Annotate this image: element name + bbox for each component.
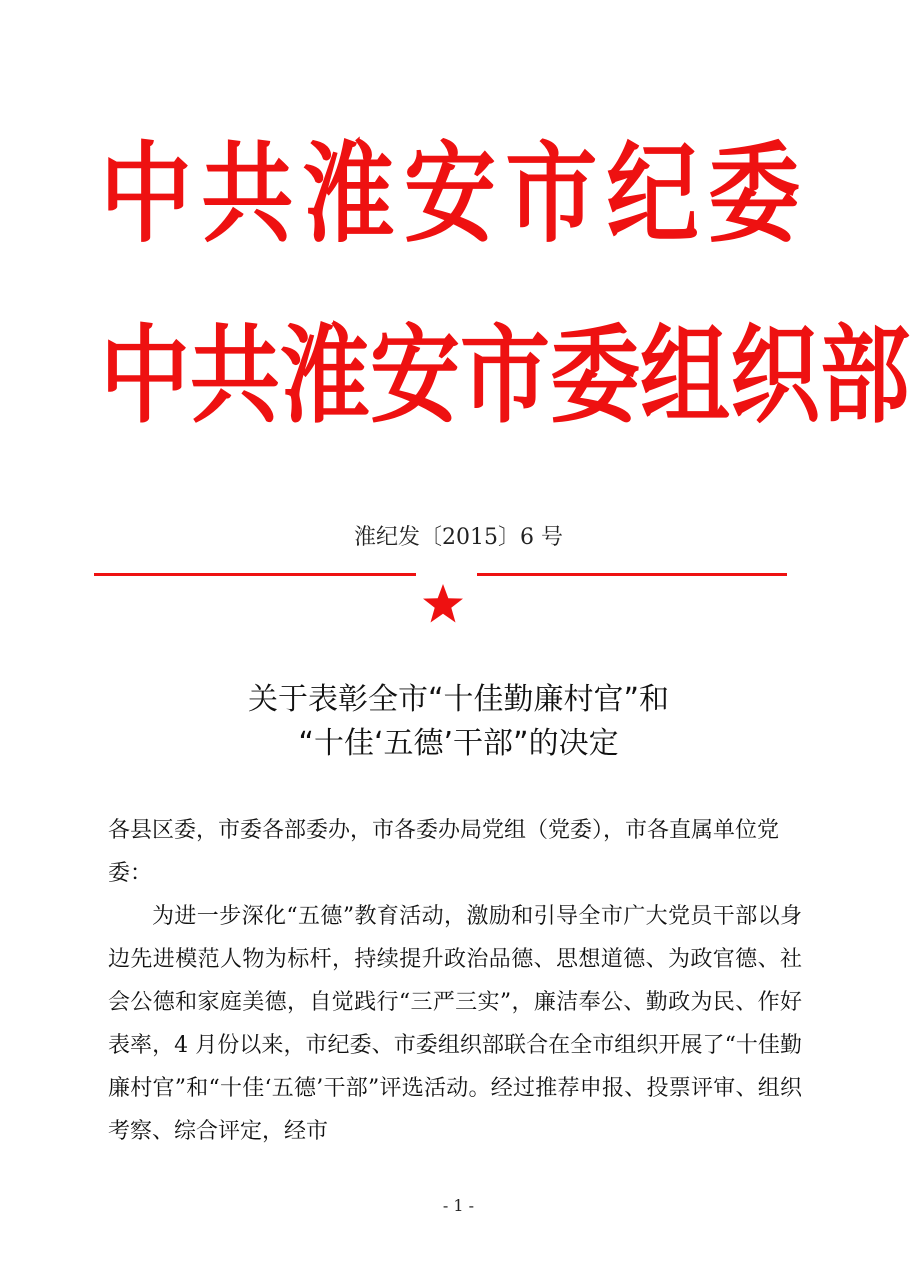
header-char: 织 bbox=[730, 314, 820, 439]
salutation: 各县区委，市委各部委办，市各委办局党组（党委），市各直属单位党委： bbox=[108, 818, 780, 886]
divider-line-right bbox=[477, 573, 787, 576]
header-char: 纪 bbox=[606, 131, 699, 258]
header-char: 共 bbox=[201, 131, 294, 258]
header-char: 中 bbox=[100, 131, 193, 258]
header-char: 市 bbox=[505, 131, 598, 258]
document-title-line-2: “十佳‘五德’干部”的决定 bbox=[298, 726, 619, 761]
header-char: 中 bbox=[100, 314, 190, 439]
divider-line-left bbox=[94, 573, 416, 576]
header-char: 市 bbox=[460, 314, 550, 439]
red-star-icon bbox=[421, 582, 465, 626]
document-number: 淮纪发〔2015〕6 号 bbox=[354, 525, 563, 550]
issuer-header-line-1 bbox=[100, 130, 800, 260]
header-char: 安 bbox=[403, 131, 496, 258]
header-char: 组 bbox=[640, 314, 730, 439]
issuer-header-line-2 bbox=[100, 312, 910, 442]
header-char: 安 bbox=[370, 314, 460, 439]
header-char: 委 bbox=[707, 131, 800, 258]
body-paragraph: 为进一步深化“五德”教育活动，激励和引导全市广大党员干部以身边先进模范人物为标杆，持续提升政治品德、思想道德、为政官德、社会公德和家庭美德，自觉践行“三严三实”，廉洁奉公、勤政为民、作好表率，4 月份以来，市纪委、市委组织部联合在全市组织开展了“十佳勤廉村官”和“十佳‘五德’干部”评选活动。经过推荐申报、投票评审、组织考察、综合评定，经市 bbox=[108, 904, 802, 1144]
header-char: 部 bbox=[820, 314, 910, 439]
header-char: 淮 bbox=[302, 131, 395, 258]
header-char: 共 bbox=[190, 314, 280, 439]
page-number: - 1 - bbox=[442, 1196, 475, 1215]
header-char: 委 bbox=[550, 314, 640, 439]
header-char: 淮 bbox=[280, 314, 370, 439]
document-title-line-1: 关于表彰全市“十佳勤廉村官”和 bbox=[247, 682, 670, 717]
